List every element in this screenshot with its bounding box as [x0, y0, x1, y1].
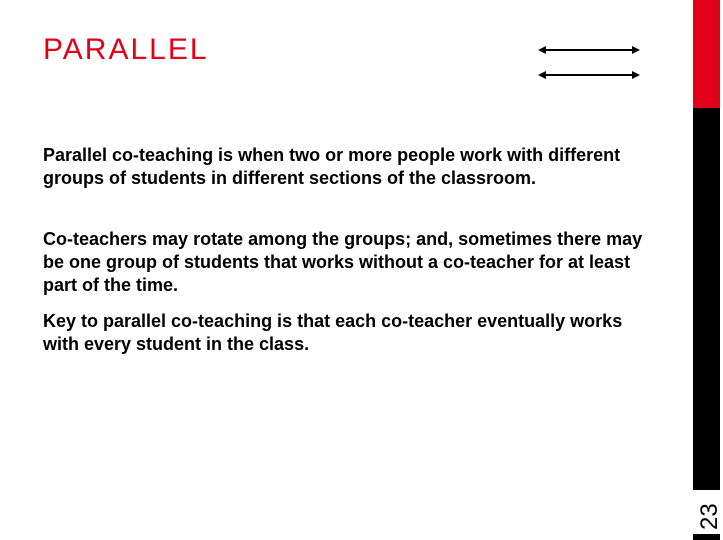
slide-title: PARALLEL [43, 33, 209, 66]
page-number [692, 490, 722, 534]
paragraph-definition: Parallel co-teaching is when two or more people work with different groups of students in different sections of the classroom. [43, 145, 621, 188]
side-bar [693, 0, 723, 540]
paragraph-key-point: Key to parallel co-teaching is that each co-teacher eventually works with every student in the class. [43, 311, 623, 354]
page-number-label: 23 [696, 503, 723, 530]
paragraph-rotation: Co-teachers may rotate among the groups; and, sometimes there may be one group of students that works without a co-teacher for at least part of the time. [43, 229, 643, 295]
parallel-arrows-icon [538, 40, 640, 84]
side-bar-accent [693, 0, 720, 108]
